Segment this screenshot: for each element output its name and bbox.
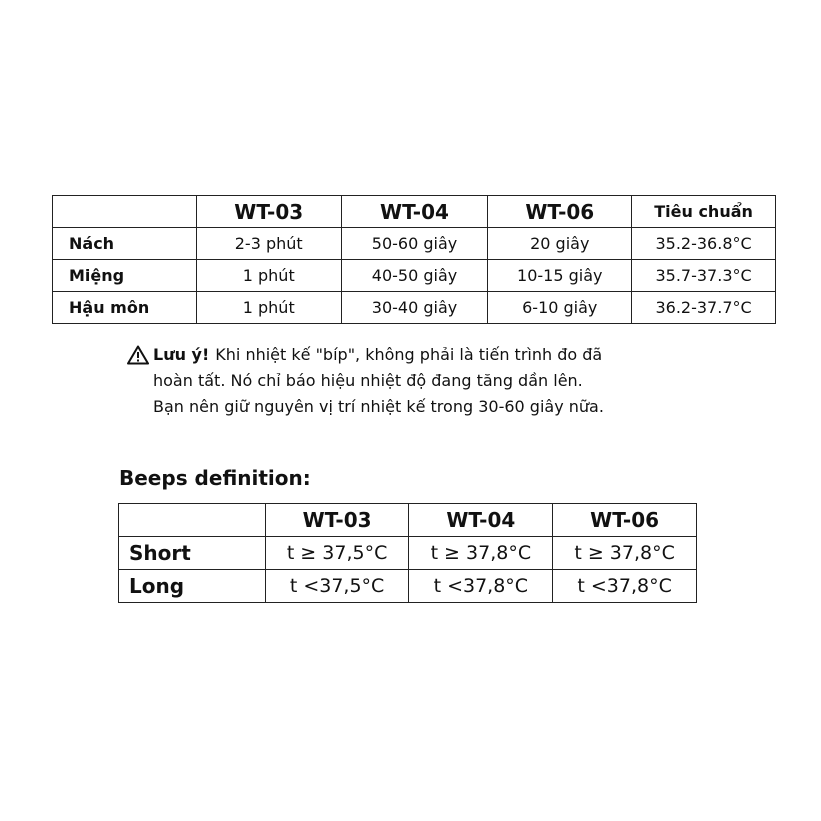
- table-cell: 6-10 giây: [488, 292, 632, 324]
- note-line-1: Khi nhiệt kế "bíp", không phải là tiến trình đo đã: [215, 345, 603, 364]
- warning-icon: [127, 345, 149, 365]
- warning-note: [127, 342, 687, 420]
- table-cell: 1 phút: [196, 260, 341, 292]
- header-empty-cell: [53, 196, 197, 228]
- table-cell: t ≥ 37,5°C: [265, 537, 409, 570]
- table-cell: 36.2-37.7°C: [632, 292, 776, 324]
- table-cell: t <37,5°C: [265, 570, 409, 603]
- table-row: [53, 260, 776, 292]
- table-cell: 50-60 giây: [341, 228, 488, 260]
- table-cell: 35.2-36.8°C: [632, 228, 776, 260]
- header-wt03: WT-03: [196, 196, 341, 228]
- header-wt06: WT-06: [488, 196, 632, 228]
- table-cell: 2-3 phút: [196, 228, 341, 260]
- table-row: [119, 570, 697, 603]
- table-cell: t ≥ 37,8°C: [409, 537, 553, 570]
- header-empty-cell: [119, 504, 266, 537]
- table-row: [53, 228, 776, 260]
- header-wt06: WT-06: [553, 504, 697, 537]
- row-label: Short: [119, 537, 266, 570]
- beeps-title: Beeps definition:: [119, 466, 311, 490]
- note-label: Lưu ý!: [153, 345, 210, 364]
- beeps-table: [118, 503, 697, 603]
- table-header-row: [119, 504, 697, 537]
- table-cell: 10-15 giây: [488, 260, 632, 292]
- table-cell: 30-40 giây: [341, 292, 488, 324]
- note-line-3: Bạn nên giữ nguyên vị trí nhiệt kế trong 30-60 giây nữa.: [153, 397, 604, 416]
- table-cell: 1 phút: [196, 292, 341, 324]
- header-wt03: WT-03: [265, 504, 409, 537]
- table-cell: t ≥ 37,8°C: [553, 537, 697, 570]
- table-row: [119, 537, 697, 570]
- header-standard: Tiêu chuẩn: [632, 196, 776, 228]
- row-label: Nách: [53, 228, 197, 260]
- row-label: Hậu môn: [53, 292, 197, 324]
- header-wt04: WT-04: [409, 504, 553, 537]
- table-row: [53, 292, 776, 324]
- table-cell: 40-50 giây: [341, 260, 488, 292]
- table-header-row: [53, 196, 776, 228]
- table-cell: 20 giây: [488, 228, 632, 260]
- header-wt04: WT-04: [341, 196, 488, 228]
- row-label: Miệng: [53, 260, 197, 292]
- table-cell: 35.7-37.3°C: [632, 260, 776, 292]
- table-cell: t <37,8°C: [409, 570, 553, 603]
- table-cell: t <37,8°C: [553, 570, 697, 603]
- note-line-2: hoàn tất. Nó chỉ báo hiệu nhiệt độ đang tăng dần lên.: [153, 371, 583, 390]
- measurement-time-table: [52, 195, 776, 324]
- row-label: Long: [119, 570, 266, 603]
